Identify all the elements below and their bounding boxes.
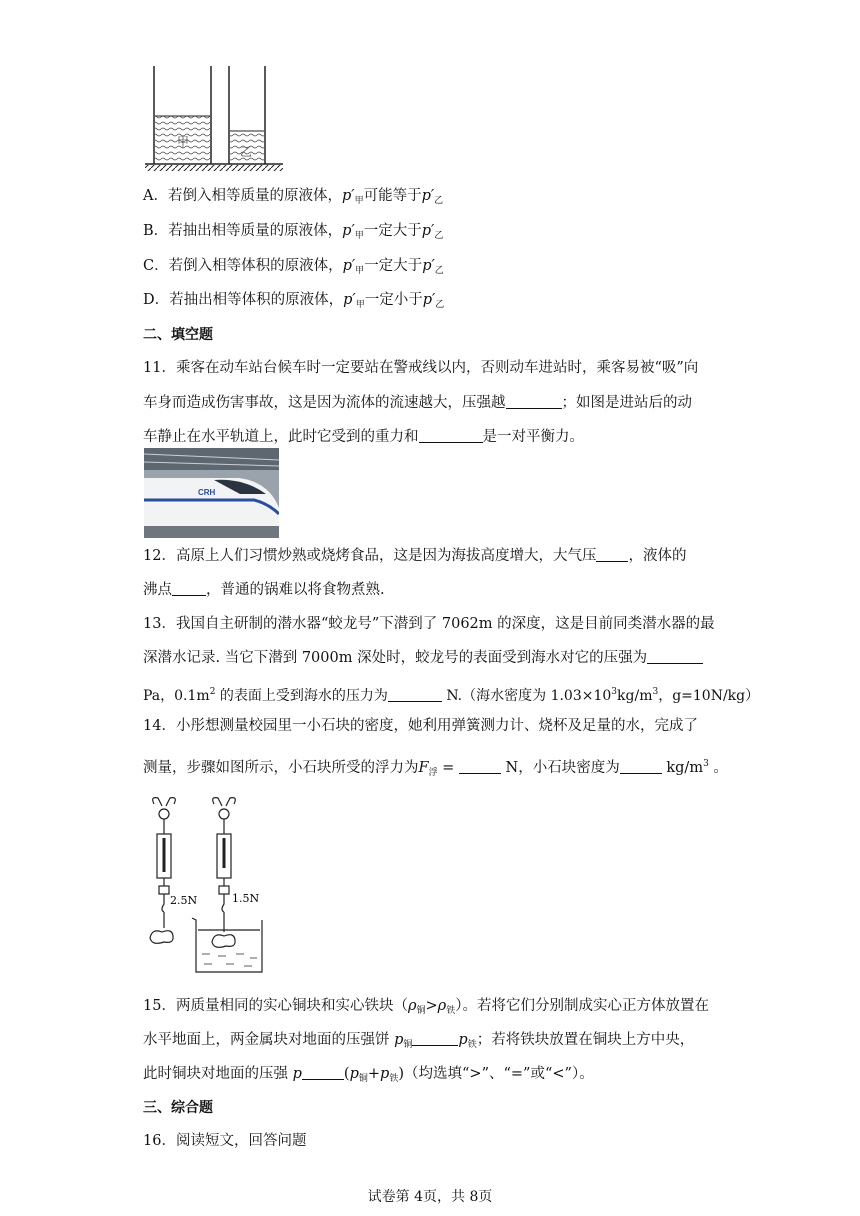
- q12-line1: 12．高原上人们习惯炒熟或烧烤食品，这是因为海拔高度增大，大气压 ，液体的: [143, 548, 687, 564]
- tank-right-label: 乙: [240, 145, 253, 159]
- q13-line1: 13．我国自主研制的潜水器“蛟龙号”下潜到了 7062m 的深度，这是目前同类潜水器的最: [143, 616, 715, 632]
- q15-line3: 此时铜块对地面的压强 p $(p_铜+p_铁)$（均选填“>”、“=”或“<”）。: [143, 1066, 594, 1084]
- q11-line2: 车身而造成伤害事故，这是因为流体的流速越大，压强越 ；如图是进站后的动: [143, 395, 692, 411]
- q11-line1: 11．乘客在动车站台候车时一定要站在警戒线以内，否则动车进站时，乘客易被“吸”向: [143, 360, 699, 376]
- answer-blank[interactable]: [647, 650, 703, 664]
- option-a: A．若倒入相等质量的原液体，$p'_甲$可能等于$p'_乙$: [143, 188, 444, 206]
- section-heading-fill: 二、填空题: [143, 327, 213, 343]
- answer-blank[interactable]: [620, 760, 662, 774]
- answer-blank[interactable]: [388, 688, 442, 702]
- q13-line2: 深潜水记录. 当它下潜到 7000m 深处时，蛟龙号的表面受到海水对它的压强为: [143, 648, 703, 668]
- scale-reading-air: 2.5N: [170, 894, 198, 907]
- section-heading-comprehensive: 三、综合题: [143, 1100, 213, 1116]
- option-c: C．若倒入相等体积的原液体，$p'_甲$一定大于$p'_乙$: [143, 258, 444, 276]
- q13-line3: Pa，$0.1m^2$ 的表面上受到海水的压力为 N.（海水密度为 $1.03\times 10^3kg/m^3$，g=10N/kg）: [143, 687, 760, 704]
- q15-line2: 水平地面上，两金属块对地面的压强饼 $p_铜$ $p_铁$；若将铁块放置在铜块上方中央，: [143, 1032, 695, 1050]
- train-logo: CRH: [198, 488, 216, 497]
- answer-blank[interactable]: [596, 548, 628, 562]
- q14-line1: 14．小彤想测量校园里一小石块的密度，她利用弹簧测力计、烧杯及足量的水，完成了: [143, 718, 698, 734]
- tank-left-label: 甲: [177, 135, 190, 149]
- q12-line2: 沸点 ，普通的锅难以将食物煮熟.: [143, 582, 385, 598]
- answer-blank[interactable]: [172, 582, 206, 596]
- answer-blank[interactable]: [412, 1032, 458, 1046]
- answer-blank[interactable]: [419, 429, 483, 443]
- q11-line3: 车静止在水平轨道上，此时它受到的重力和 是一对平衡力。: [143, 429, 584, 445]
- train-photo: [144, 448, 279, 538]
- option-d: D．若抽出相等体积的原液体，$p'_甲$一定小于$p'_乙$: [143, 292, 445, 310]
- q15-line1: 15．两质量相同的实心铜块和实心铁块$(\rho_铜>\rho_铁)$。若将它们分别制成实心正方体放置在: [143, 998, 709, 1016]
- scale-reading-water: 1.5N: [232, 892, 260, 905]
- tanks-figure: [145, 66, 285, 172]
- answer-blank[interactable]: [302, 1066, 344, 1080]
- spring-scale-figure: [140, 796, 270, 976]
- page-footer: 试卷第 4页，共 8页: [367, 1189, 493, 1205]
- option-b: B．若抽出相等质量的原液体，$p'_甲$一定大于$p'_乙$: [143, 223, 444, 241]
- q16-line1: 16．阅读短文，回答问题: [143, 1133, 307, 1149]
- q14-line2: 测量，步骤如图所示，小石块所受的浮力为$F_浮 = N$，小石块密度为 $kg/m^3$ 。: [143, 759, 728, 778]
- answer-blank[interactable]: [506, 395, 562, 409]
- answer-blank[interactable]: [459, 760, 501, 774]
